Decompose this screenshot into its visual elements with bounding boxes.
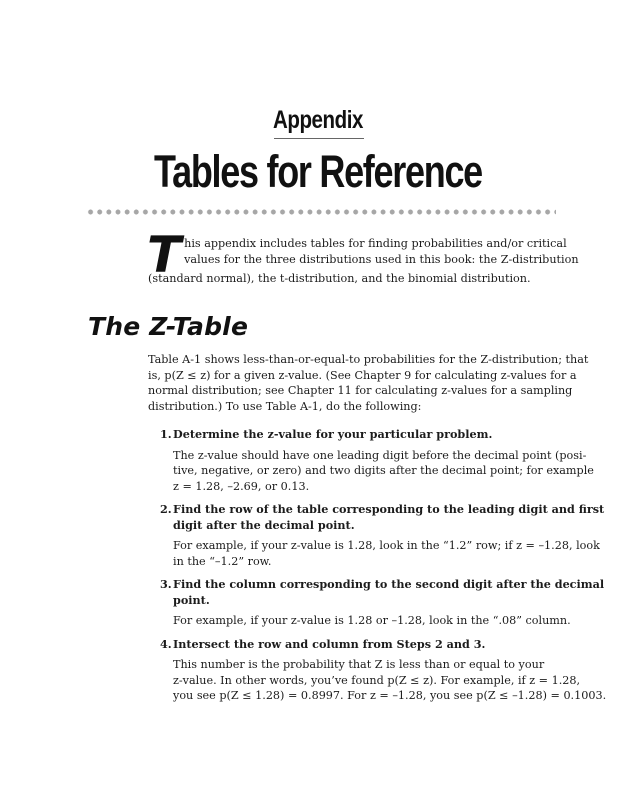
step-heading: [173, 427, 543, 443]
paragraph-line: normal distribution; see Chapter 11 for calculating z-values for a sampling: [148, 384, 573, 397]
step-body-line: z = 1.28, –2.69, or 0.13.: [173, 479, 310, 493]
step-body-line: z-value. In other words, you’ve found p(Z ≤ z). For example, if z = 1.28,: [173, 673, 581, 687]
step-body-line: The z-value should have one leading digit before the decimal point (posi-: [173, 448, 587, 462]
step-heading: [173, 502, 605, 533]
step-body: [173, 538, 600, 569]
steps-list: [148, 427, 607, 704]
dotted-divider: [86, 208, 556, 216]
step-body: [173, 613, 571, 629]
step-heading-line: Find the row of the table corresponding to the leading digit and first: [173, 502, 605, 516]
step-number: 4.: [160, 636, 172, 651]
step-heading-line: Determine the z-value for your particular problem.: [173, 427, 493, 441]
intro-line: values for the three distributions used in this book: the Z-distribution: [184, 252, 579, 266]
step-number: 1.: [160, 427, 172, 441]
paragraph-line: is, p(Z ≤ z) for a given z-value. (See Chapter 9 for calculating z-values for a: [148, 368, 577, 382]
step-body-line: you see p(Z ≤ 1.28) = 0.8997. For z = –1.28, you see p(Z ≤ –1.28) = 0.1003.: [173, 689, 607, 702]
page-title: Tables for Reference: [154, 146, 482, 197]
section-body: [148, 352, 607, 712]
step-body-line: tive, negative, or zero) and two digits after the decimal point; for example: [173, 464, 594, 477]
section-heading: The Z-Table: [88, 312, 249, 341]
step-heading-line: digit after the decimal point.: [173, 517, 355, 532]
step-item: [148, 427, 594, 494]
section-paragraph: [148, 352, 589, 414]
step-body-line: in the “–1.2” row.: [173, 554, 272, 568]
step-body-line: For example, if your z-value is 1.28, look in the “1.2” row; if z = –1.28, look: [173, 539, 600, 552]
step-heading-line: point.: [173, 592, 210, 607]
appendix-underline: [274, 138, 364, 139]
step-heading: [173, 637, 543, 653]
intro-line: his appendix includes tables for finding probabilities and/or critical: [184, 237, 567, 250]
appendix-label: Appendix: [272, 106, 364, 134]
step-item: [148, 577, 605, 629]
step-body-line: For example, if your z-value is 1.28 or –1.28, look in the “.08” column.: [173, 614, 571, 627]
intro-paragraph: [147, 226, 579, 287]
step-number: 3.: [160, 577, 172, 591]
step-heading-line: Intersect the row and column from Steps 2 and 3.: [173, 636, 486, 651]
step-body: [173, 448, 594, 495]
step-heading: [173, 577, 605, 608]
step-body: [173, 657, 607, 704]
paragraph-line: distribution.) To use Table A-1, do the following:: [148, 399, 422, 413]
step-heading-line: Find the column corresponding to the second digit after the decimal: [173, 577, 605, 591]
step-item: [148, 502, 605, 569]
step-item: [148, 636, 607, 704]
step-body-line: This number is the probability that Z is less than or equal to your: [173, 658, 545, 671]
drop-cap: T: [147, 226, 182, 284]
intro-line: (standard normal), the t-distribution, and the binomial distribution.: [148, 272, 531, 285]
paragraph-line: Table A-1 shows less-than-or-equal-to probabilities for the Z-distribution; that: [148, 353, 589, 366]
step-number: 2.: [160, 502, 172, 516]
